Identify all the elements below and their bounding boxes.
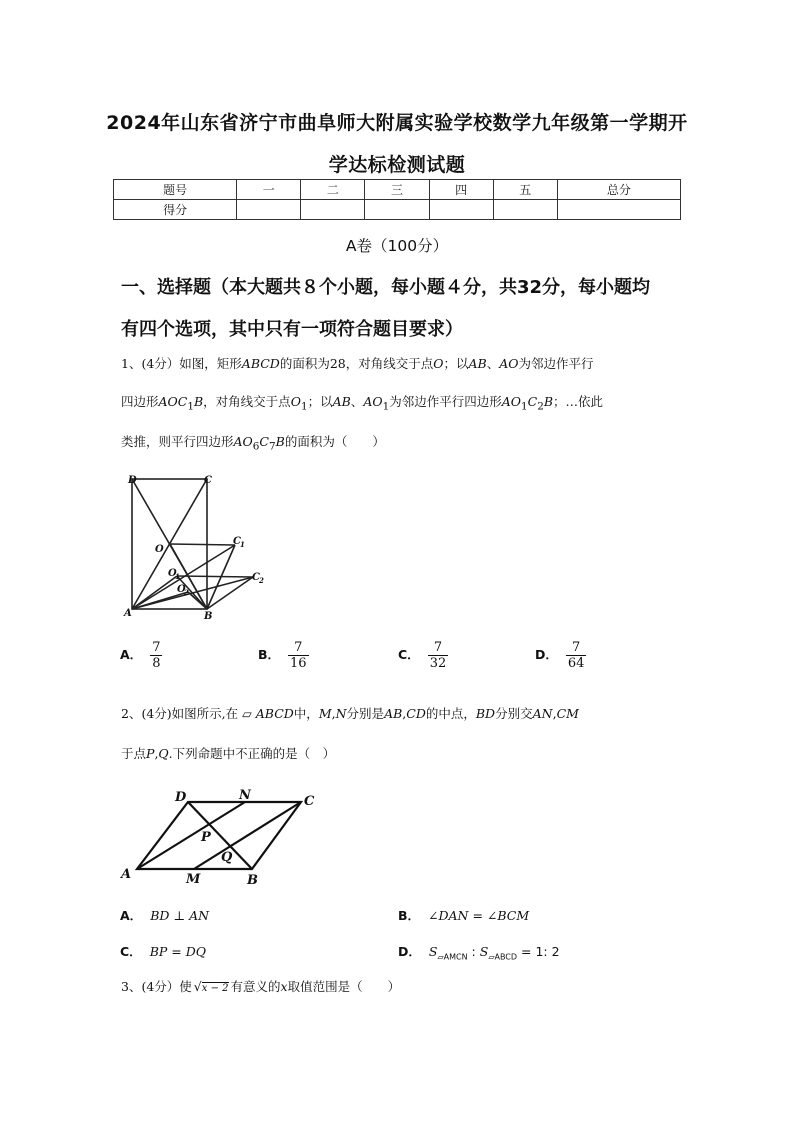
math-sub: 7 [269, 440, 276, 453]
q2-option-b[interactable] [398, 906, 529, 924]
math-sub: 1 [187, 400, 194, 413]
score-header-cell: 总分 [557, 180, 680, 200]
option-label: D． [535, 647, 558, 662]
q1-line2 [121, 392, 603, 413]
math-sub: ▱AMCN [437, 952, 468, 962]
score-header-cell: 一 [237, 180, 301, 200]
fig-label: O [168, 568, 177, 579]
option-math: BP = DQ [149, 944, 206, 959]
math-c: C [527, 394, 538, 409]
q2-text: , [331, 706, 336, 721]
math-sub: ▱ABCD [488, 952, 518, 962]
math-ao: AO [499, 356, 519, 371]
q2-text: , [402, 706, 407, 721]
q1-number: 1、(4分）如图，矩形 [121, 356, 242, 371]
fraction-denominator: 32 [429, 656, 447, 671]
score-table-header-row [114, 180, 681, 200]
score-input-cell[interactable] [429, 200, 493, 220]
math-ab: AB [384, 706, 403, 721]
q3-line1 [121, 977, 400, 995]
math-c: C [259, 434, 269, 449]
score-input-cell[interactable] [557, 200, 680, 220]
fraction-denominator: 8 [152, 656, 161, 671]
q1-option-d[interactable] [535, 640, 586, 671]
q1-text: 类推，则平行四边形 [121, 434, 234, 449]
q1-text: ；…依此 [553, 394, 604, 409]
score-input-cell[interactable] [237, 200, 301, 220]
q3-text: 取值范围是（ ） [287, 979, 401, 994]
fig-label: Q [221, 850, 233, 865]
math-p: P [146, 746, 155, 761]
math-sub: 1 [300, 400, 308, 413]
fraction-numerator: 7 [152, 640, 161, 655]
part1-heading-line2: 有四个选项，其中只有一项符合题目要求） [121, 319, 463, 340]
score-input-cell[interactable] [493, 200, 557, 220]
math-b: B [193, 394, 204, 409]
q2-text: , [552, 706, 557, 721]
q2-option-d[interactable] [398, 942, 560, 962]
sqrt-expression: √x − 2 [193, 979, 229, 994]
q2-text: 的中点， [425, 706, 476, 721]
math-abcd: ABCD [255, 706, 294, 721]
score-header-cell: 题号 [114, 180, 237, 200]
q1-text: ；以 [443, 356, 469, 371]
fig-label: A [124, 608, 132, 619]
fraction-numerator: 7 [572, 640, 581, 655]
fig-label: O [155, 544, 164, 555]
q2-text: , [154, 746, 159, 761]
fraction-numerator: 7 [433, 640, 443, 655]
fig-label: C [252, 572, 260, 583]
q2-text: 分别是 [346, 706, 385, 721]
option-math: : [467, 944, 480, 959]
q2-line2 [121, 744, 335, 762]
fig-label: P [201, 830, 211, 845]
q2-figure [118, 785, 328, 890]
fraction [566, 640, 587, 671]
diagonal-db [188, 802, 252, 869]
option-label: A． [120, 908, 143, 923]
score-input-cell[interactable] [301, 200, 365, 220]
option-label: B． [258, 647, 281, 662]
math-b: B [275, 434, 285, 449]
q2-option-a[interactable] [120, 906, 209, 924]
option-math: ∠DAN = ∠BCM [428, 908, 530, 923]
paper-title-line1: 2024年山东省济宁市曲阜师大附属实验学校数学九年级第一学期开 [106, 112, 688, 134]
math-sub: 6 [252, 440, 260, 453]
paper-title-line2: 学达标检测试题 [328, 154, 466, 176]
score-input-cell[interactable] [365, 200, 429, 220]
q2-number: 2、(4分)如图所示,在 [121, 706, 239, 721]
segment-o2b [188, 592, 207, 609]
q1-option-a[interactable] [120, 640, 162, 671]
math-o1: O [290, 394, 301, 409]
math-ao1c2b: AO [501, 394, 522, 409]
q1-line1 [121, 354, 594, 372]
segment-o1c2 [177, 576, 253, 577]
fig-label: C [304, 794, 315, 809]
score-header-cell: 四 [429, 180, 493, 200]
q1-text: 的面积为（ ） [284, 434, 385, 449]
math-ab: AB [468, 356, 487, 371]
q1-text: 为邻边作平行四边形 [389, 394, 502, 409]
math-m: M [318, 706, 332, 721]
fig-label: D [128, 475, 137, 486]
score-header-cell: 五 [493, 180, 557, 200]
math-ao6c7b: AO [233, 434, 253, 449]
math-an: AN [532, 706, 553, 721]
q2-text: 中， [293, 706, 319, 721]
math-q: Q [158, 746, 169, 761]
q1-text: 、 [486, 356, 500, 371]
q1-text: 为邻边作平行 [518, 356, 594, 371]
fraction-denominator: 16 [290, 656, 307, 671]
fig-label: N [239, 788, 251, 803]
math-abcd: ABCD [241, 356, 280, 371]
option-label: A． [120, 647, 143, 662]
score-table [113, 179, 681, 220]
math-ao1: AO [363, 394, 383, 409]
q1-text: 四边形 [121, 394, 159, 409]
fig-label: C [233, 536, 241, 547]
fig-label: C [204, 475, 212, 486]
option-math: S [428, 944, 438, 959]
fraction-denominator: 64 [567, 656, 585, 671]
q2-option-c[interactable] [120, 942, 206, 960]
q1-text: 、 [350, 394, 364, 409]
score-header-cell: 三 [365, 180, 429, 200]
fig-label: 2 [259, 576, 264, 585]
q1-text: 的面积为28，对角线交于点 [279, 356, 434, 371]
option-math: S [479, 944, 489, 959]
score-header-cell: 二 [301, 180, 365, 200]
q1-figure [120, 470, 280, 625]
math-sub: 2 [537, 400, 544, 413]
q3-text: 有意义的 [230, 979, 281, 994]
math-ab: AB [332, 394, 351, 409]
fraction [428, 640, 449, 671]
segment-oc1 [170, 544, 235, 545]
option-label: D． [398, 944, 421, 959]
fig-label: 1 [240, 540, 245, 549]
fig-label: O [177, 584, 186, 595]
section-a-heading: A卷（100分） [345, 237, 449, 255]
q2-text: .下列命题中不正确的是（ ） [168, 746, 336, 761]
q1-option-b[interactable] [258, 640, 309, 671]
option-math: BD ⊥ AN [150, 908, 210, 923]
q3-number: 3、(4分）使 [121, 979, 192, 994]
q2-text: 于点 [121, 746, 147, 761]
option-label: B． [398, 908, 421, 923]
fig-label: 2 [184, 588, 189, 597]
q2-text: 分别交 [495, 706, 533, 721]
fig-label: M [186, 872, 201, 887]
fig-label: 1 [175, 572, 180, 581]
fraction [288, 640, 309, 671]
math-cm: CM [556, 706, 579, 721]
fraction [150, 640, 162, 671]
q1-text: ，对角线交于点 [203, 394, 291, 409]
math-sub: 1 [382, 400, 390, 413]
fraction-numerator: 7 [294, 640, 303, 655]
segment-ao1 [132, 576, 177, 609]
q1-text: ；以 [307, 394, 333, 409]
q2-line1 [121, 704, 579, 722]
math-cd: CD [406, 706, 426, 721]
option-label: C． [398, 647, 420, 662]
math-n: N [335, 706, 347, 721]
math-sub: 1 [521, 400, 528, 413]
part1-heading-line1: 一、选择题（本大题共８个小题，每小题４分，共32分，每小题均 [121, 277, 651, 298]
math-b: B [543, 394, 554, 409]
option-label: C． [120, 944, 142, 959]
sqrt-radicand: x − 2 [201, 983, 229, 994]
math-aoc1b: AOC [158, 394, 188, 409]
fig-label: B [247, 873, 258, 888]
math-bd: BD [475, 706, 496, 721]
fig-label: A [121, 867, 132, 882]
score-table-score-row [114, 200, 681, 220]
fig-label: D [175, 790, 187, 805]
math-x: x [280, 979, 288, 994]
q1-line3 [121, 432, 385, 453]
math-o: O [433, 356, 444, 371]
score-row-label: 得分 [114, 200, 237, 220]
q1-option-c[interactable] [398, 640, 448, 671]
fig-label: B [204, 611, 213, 622]
parallelogram-symbol: ▱ [242, 706, 252, 721]
option-math: = 1: 2 [517, 944, 560, 959]
